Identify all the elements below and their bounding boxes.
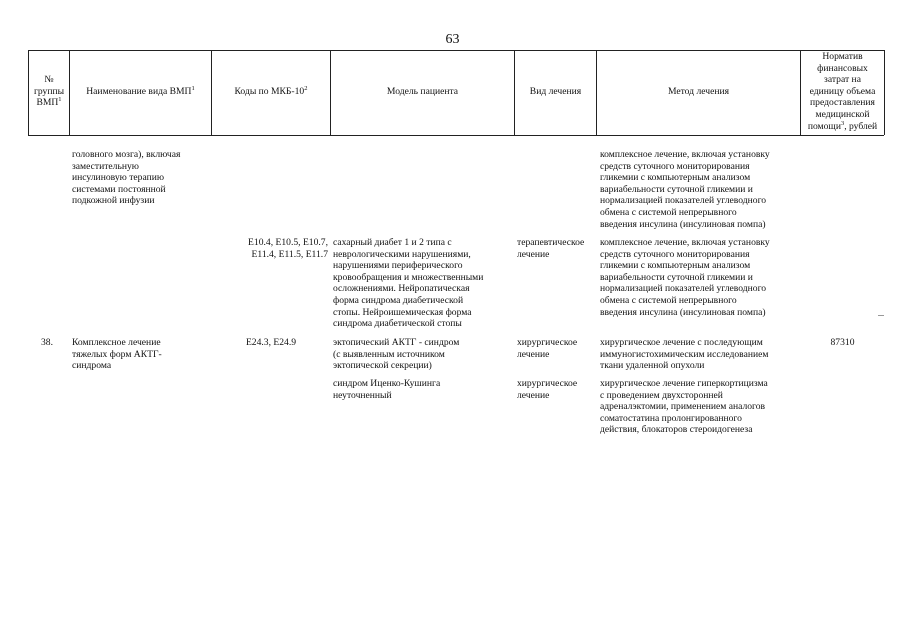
cell-treatment-type: хирургическое лечение <box>517 337 578 360</box>
cell-icd-codes: E24.3, E24.9 <box>245 337 297 348</box>
header-vmp-name: Наименование вида ВМП$^1$ <box>86 84 195 97</box>
header-treatment-method: Метод лечения <box>667 86 730 97</box>
page-number: 63 <box>445 32 460 47</box>
table-top-border <box>28 50 884 51</box>
header-bottom-border <box>28 135 884 136</box>
cell-icd-codes: E10.4, E10.5, E10.7, E11.4, E11.5, E11.7 <box>248 237 328 260</box>
header-patient-model: Модель пациента <box>386 86 459 97</box>
cell-patient-model: синдром Иценко-Кушинга неуточненный <box>333 378 441 401</box>
cell-treatment-type: хирургическое лечение <box>517 378 578 401</box>
cell-method: хирургическое лечение гиперкортицизма с проведением двухсторонней адреналэктомии, применением аналогов соматостатина пролонгированного действия, блокаторов стероидогенеза <box>600 378 768 436</box>
cell-group-number: 38. <box>41 337 53 348</box>
cell-method: хирургическое лечение с последующим иммуногистохимическим исследованием ткани удаленной опухоли <box>600 337 769 372</box>
cell-method: комплексное лечение, включая установку средств суточного мониторирования гликемии с компьютерным анализом вариабельности суточной гликемии и нормализацией показателей углеводного обмена с системой непрерывного введения инсулина (инсулиновая помпа) <box>600 149 770 230</box>
header-treatment-type: Вид лечения <box>529 86 582 97</box>
cell-patient-model: эктопический АКТГ - синдром (с выявленным источником эктопической секреции) <box>333 337 460 372</box>
header-icd-codes: Коды по МКБ-$10^2$ <box>234 84 308 97</box>
column-divider <box>884 50 885 135</box>
cell-vmp-name-continued: головного мозга), включая заместительную инсулиновую терапию системами постоянной подкожной инфузии <box>72 149 181 207</box>
cell-vmp-name: Комплексное лечение тяжелых форм АКТГ- синдрома <box>72 337 162 372</box>
cell-treatment-type: терапевтическое лечение <box>517 237 585 260</box>
cell-method: комплексное лечение, включая установку средств суточного мониторирования гликемии с компьютерным анализом вариабельности суточной гликемии и нормализацией показателей углеводного обмена с системой непрерывного введения инсулина (инсулиновая помпа) <box>600 237 770 318</box>
margin-mark <box>878 315 884 316</box>
cell-cost-value: 87310 <box>830 337 855 348</box>
header-cost-standard: Норматив финансовых затрат на единицу объема предоставления медицинской помощи$^3$, рублей <box>807 51 878 132</box>
cell-patient-model: сахарный диабет 1 и 2 типа с неврологическими нарушениями, нарушениями периферического кровообращения и множественными осложнениями. Нейропатическая форма синдрома диабетической стопы. Нейроишемическая форма синдрома диабетической стопы <box>333 237 484 330</box>
header-group-number: № группы ВМП$^1$ <box>33 74 65 109</box>
